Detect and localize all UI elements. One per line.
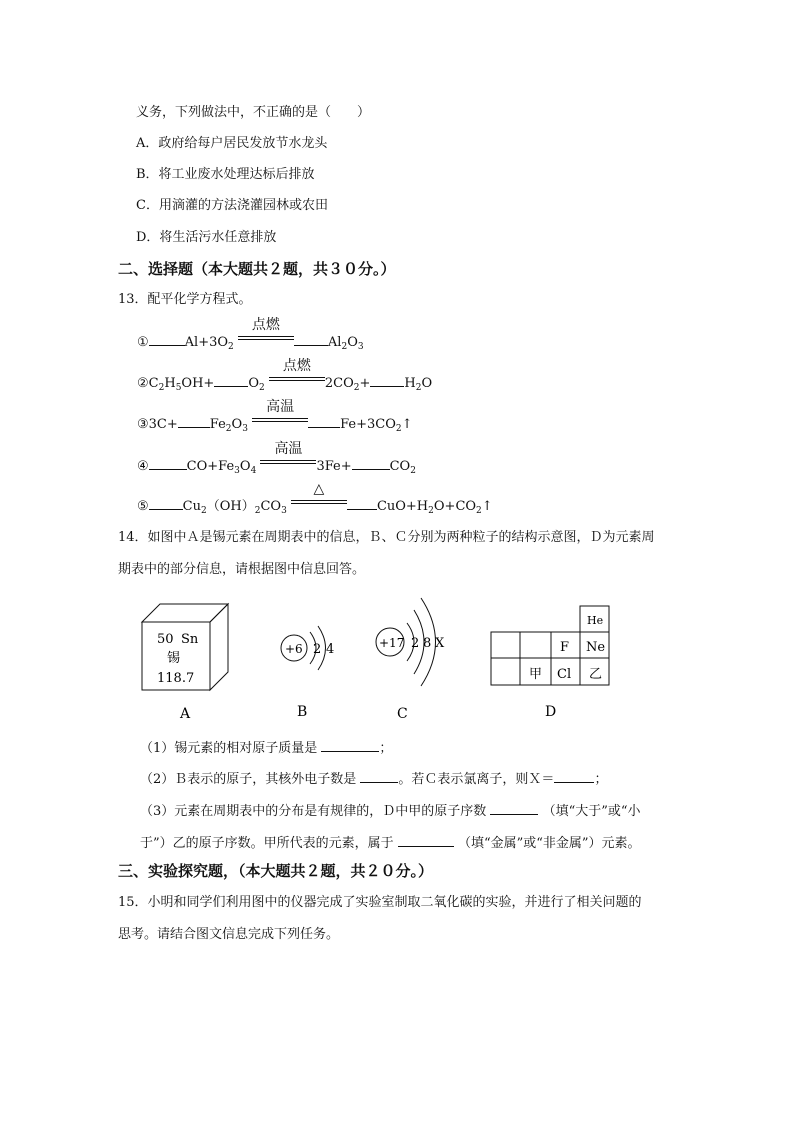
equation-text: Fe [209,417,226,432]
answer-blank[interactable] [554,770,594,783]
equation-3 [137,399,413,437]
equation-text: O [239,459,251,474]
equation-text: H [164,376,176,391]
q12-stem-continuation: 义务，下列做法中，不正确的是（ ） [136,105,371,120]
question-text: ； [594,772,608,787]
q13-stem: 13．配平化学方程式。 [118,292,252,307]
shell-2-electrons: 8 [423,636,432,651]
subscript: 3 [234,466,240,476]
figure-label-a: A [180,706,191,722]
figure-label-b: B [297,704,308,720]
answer-blank[interactable] [294,333,328,346]
equation-text: O [421,376,433,391]
equation-text: C [148,376,159,391]
q14-part-3 [140,802,641,820]
answer-blank[interactable] [308,415,340,428]
q15-stem-line-2: 思考。请结合图文信息完成下列任务。 [118,927,340,942]
equation-text: O [248,376,259,391]
equation-text: 3C+ [148,417,178,432]
figure-b-atom-structure [281,626,334,720]
subscript: 2 [415,383,422,393]
answer-blank[interactable] [370,374,404,387]
cell-yi: 乙 [589,667,603,682]
equation-1 [137,317,364,355]
answer-blank[interactable] [214,374,248,387]
q15-stem-line-1: 15．小明和同学们利用图中的仪器完成了实验室制取二氧化碳的实验，并进行了相关问题的 [118,895,642,910]
element-symbol: Sn [181,632,199,647]
atomic-mass: 118.7 [157,671,195,686]
equation-number: ④ [137,459,149,474]
figure-label-c: C [397,706,408,722]
subscript: 2 [410,466,416,476]
shell-2-electrons: 4 [326,642,335,657]
section-2-heading: 二、选择题（本大题共２题，共３０分。） [118,260,396,278]
question-text: （2）Ｂ表示的原子，其核外电子数是 [140,772,357,787]
nucleus-charge: +17 [379,636,405,650]
shell-1-electrons: 2 [313,642,322,657]
q12-option-c: C．用滴灌的方法浇灌园林或农田 [136,198,328,213]
q12-option-a: A．政府给每户居民发放节水龙头 [136,136,328,151]
q12-option-d: D．将生活污水任意排放 [136,230,277,245]
shell-3-electrons: X [435,636,445,651]
answer-blank[interactable] [149,333,185,346]
answer-blank[interactable] [352,457,390,470]
answer-blank[interactable] [490,802,538,815]
equation-text: （OH） [206,499,255,514]
cell-he: He [587,614,604,627]
atomic-number: 50 [157,632,174,647]
figure-a-element-cell [142,604,228,722]
reaction-condition [252,399,308,428]
subscript: 2 [158,383,165,393]
answer-blank[interactable] [149,457,187,470]
subscript: 2 [353,383,360,393]
equation-text: Fe+3CO [340,417,396,432]
condition-text: 点燃 [251,317,280,333]
subscript: 3 [242,424,248,434]
equation-text: O [231,417,243,432]
reaction-condition [269,358,325,387]
question-text: 于”）乙的原子序数。甲所代表的元素，属于 [140,836,394,851]
q14-part-2 [140,770,607,788]
subscript: 5 [175,383,182,393]
subscript: 2 [476,506,482,516]
equation-text: CO [389,459,411,474]
reaction-condition [260,441,316,470]
cell-f: F [560,640,570,655]
answer-blank[interactable] [398,834,454,847]
subscript: 2 [225,424,232,434]
equation-text: OH+ [181,376,215,391]
equation-number: ② [137,376,149,391]
element-name: 锡 [167,651,181,666]
equation-text: Cu [182,499,201,514]
shell-1-electrons: 2 [411,636,420,651]
subscript: 2 [258,383,265,393]
equation-text: ↑ [401,417,413,432]
equation-number: ① [137,335,149,350]
answer-blank[interactable] [360,770,398,783]
subscript: 2 [395,424,402,434]
subscript: 2 [228,342,234,352]
question-text: （填“金属”或“非金属”）元素。 [457,836,641,851]
equation-text: O+CO [433,499,477,514]
q14-part-3-cont [140,834,641,852]
subscript: 2 [341,342,348,352]
q14-part-1 [140,739,392,757]
equation-text: ↑ [481,499,493,514]
answer-blank[interactable] [149,497,183,510]
q14-stem-line-1: 14．如图中Ａ是锡元素在周期表中的信息，Ｂ、Ｃ分别为两种粒子的结构示意图，Ｄ为元素周 [118,530,655,545]
question-text: （3）元素在周期表中的分布是有规律的，Ｄ中甲的原子序数 [140,804,487,819]
figure-c-atom-structure [376,598,445,722]
condition-text: △ [313,481,325,497]
question-text: （填“大于”或“小 [542,804,641,819]
q14-stem-line-2: 期表中的部分信息，请根据图中信息回答。 [118,562,366,577]
cell-ne: Ne [586,640,606,655]
equation-text: H [404,376,416,391]
subscript: 3 [357,342,364,352]
subscript: 2 [428,506,434,516]
answer-blank[interactable] [347,497,377,510]
condition-text: 高温 [274,441,303,457]
equation-number: ③ [137,417,149,432]
figure-label-d: D [545,704,557,720]
equation-text: Al+3O [184,335,229,350]
q12-option-b: B．将工业废水处理达标后排放 [136,167,315,182]
equation-5 [137,481,493,519]
cell-cl: Cl [557,667,572,682]
question-text: 。若Ｃ表示氯离子，则Ｘ＝ [398,772,555,787]
equation-2 [137,358,433,396]
subscript: 2 [254,506,261,516]
condition-text: 高温 [266,399,295,415]
nucleus-charge: +6 [285,642,303,656]
question-text: ； [379,741,393,756]
q14-figure [0,590,794,730]
equation-text: 2CO [324,376,354,391]
question-text: （1）锡元素的相对原子质量是 [140,741,318,756]
reaction-condition [291,481,347,510]
equation-text: 3Fe+ [316,459,352,474]
cell-jia: 甲 [529,667,543,682]
section-3-heading: 三、实验探究题，（本大题共２题，共２０分。） [118,862,434,880]
subscript: 2 [200,506,207,516]
subscript: 3 [281,506,287,516]
equation-text: O [347,335,358,350]
equation-text: CO [260,499,282,514]
answer-blank[interactable] [178,415,210,428]
equation-4 [137,441,416,479]
condition-text: 点燃 [282,358,311,374]
equation-text: CO+Fe [186,459,235,474]
equation-text: + [359,376,371,391]
answer-blank[interactable] [321,739,379,752]
reaction-condition [238,317,294,346]
equation-text: CuO+H [376,499,429,514]
equation-number: ⑤ [137,499,149,514]
subscript: 4 [250,466,257,476]
equation-text: Al [327,335,342,350]
